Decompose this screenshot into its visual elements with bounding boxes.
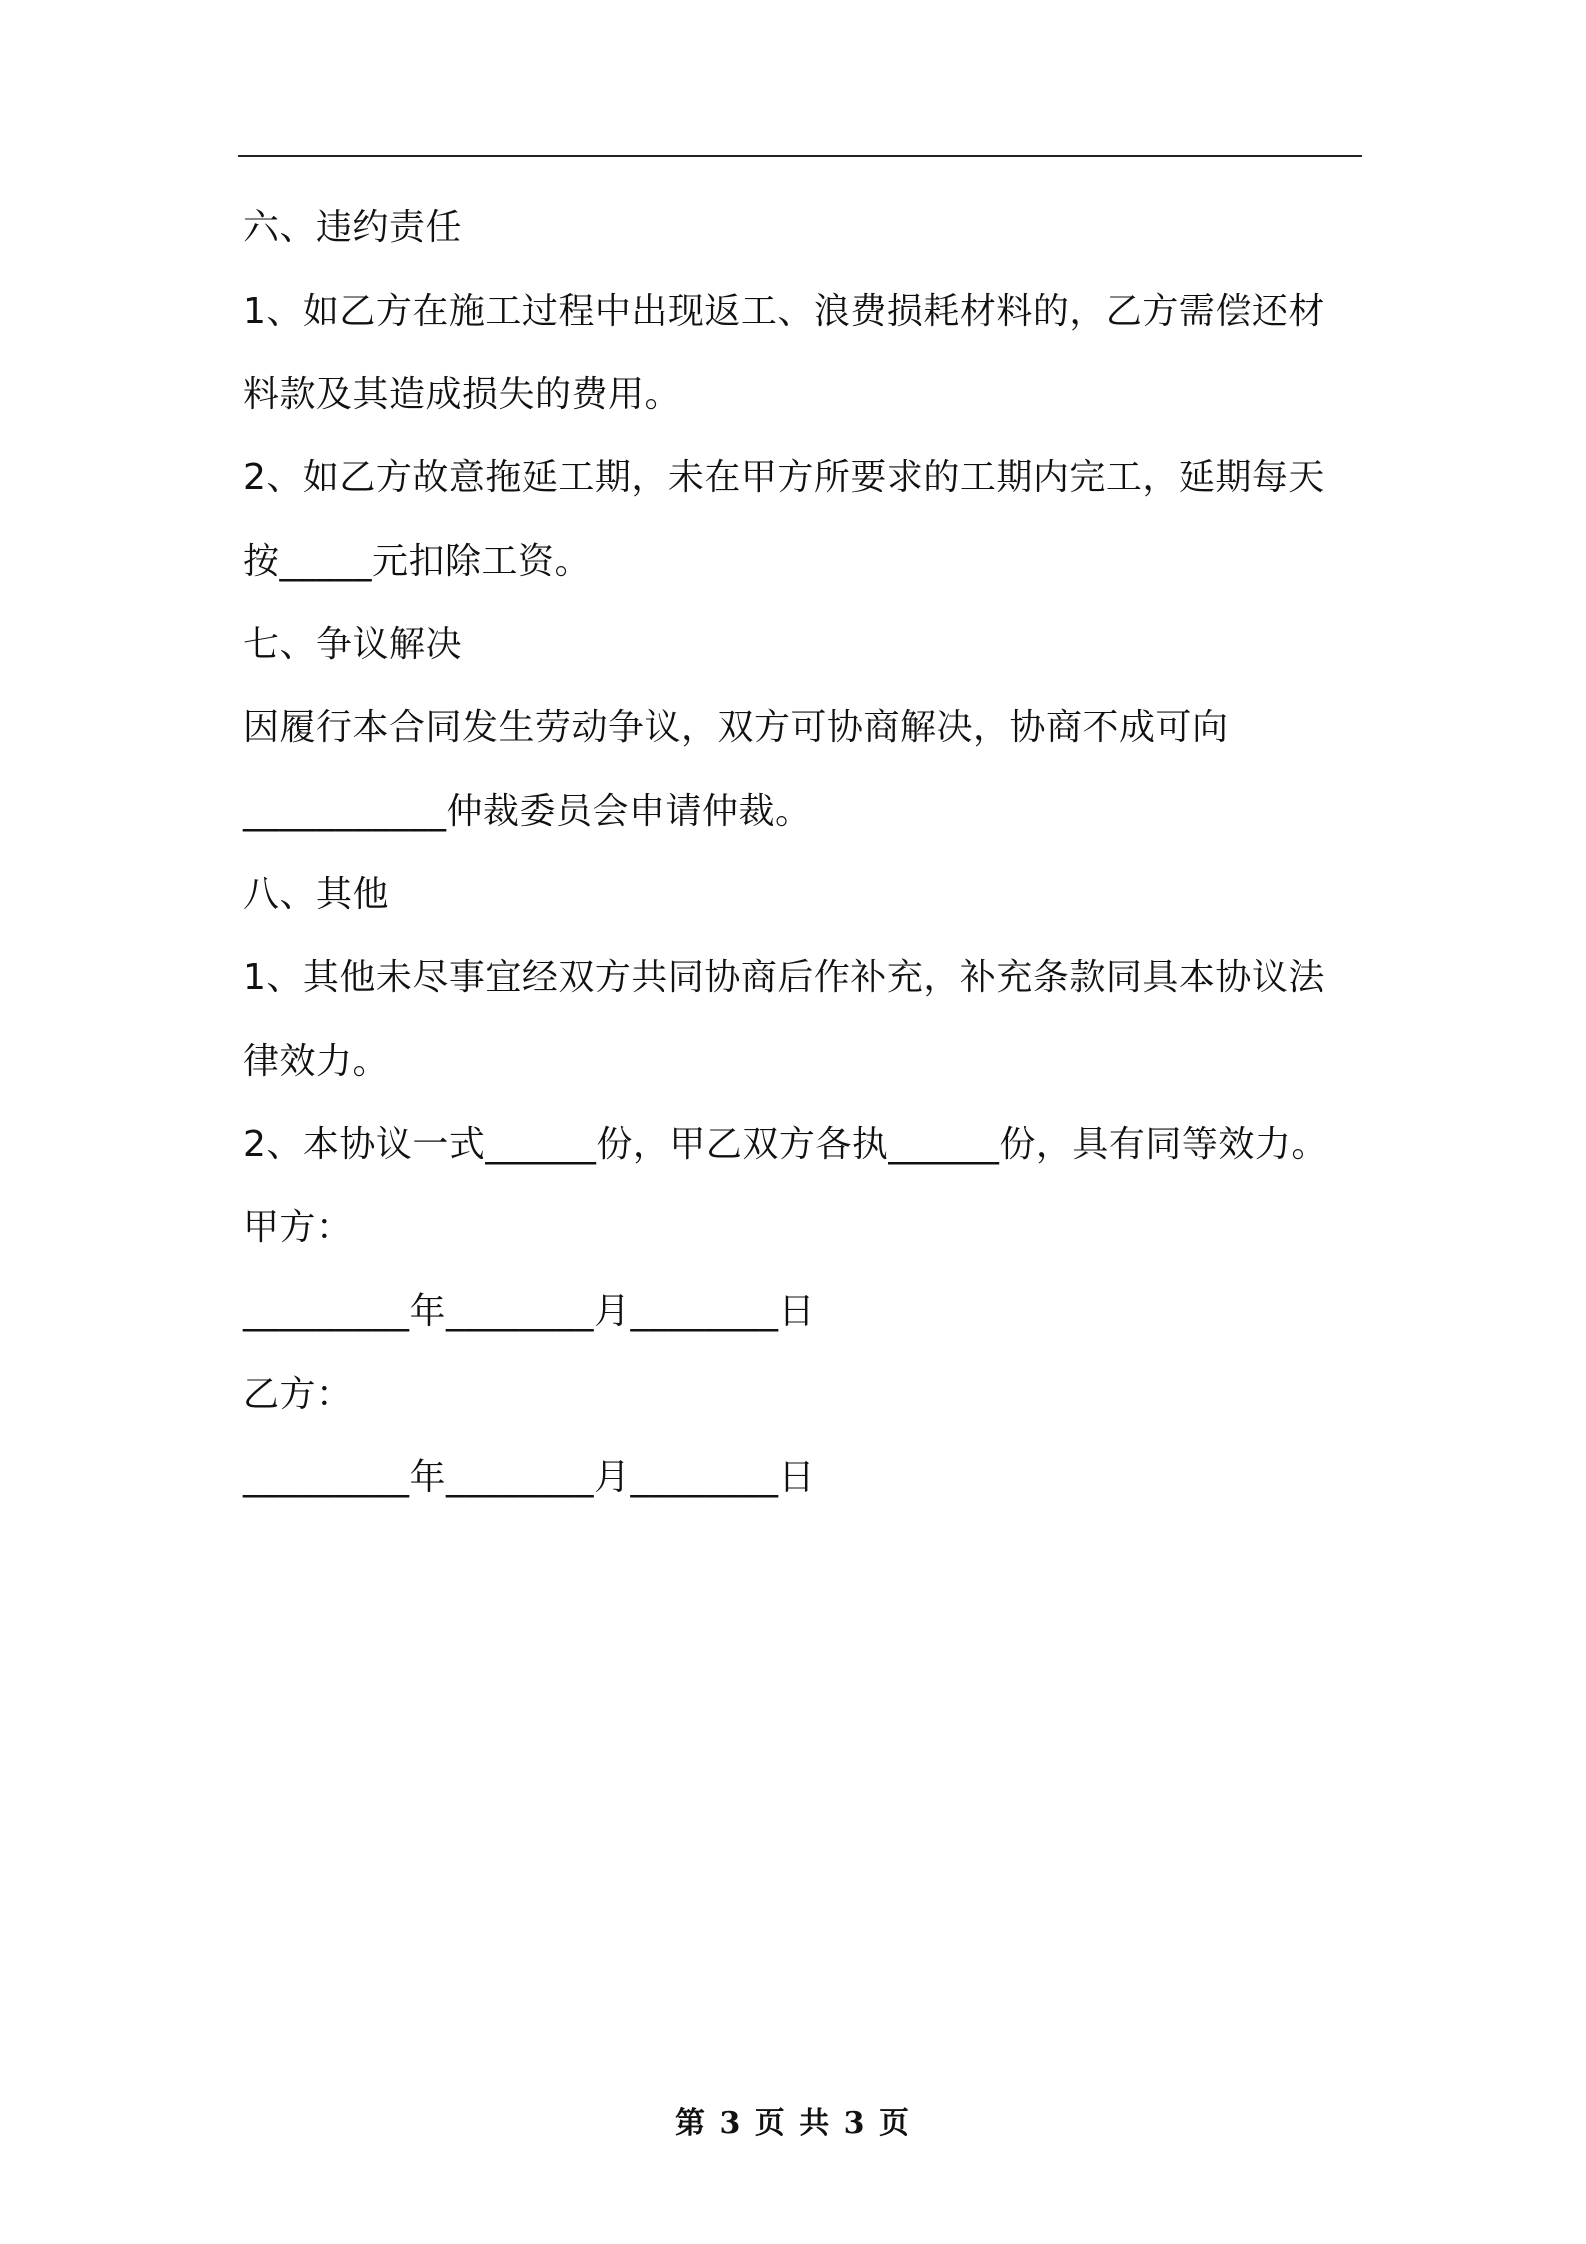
party-a-label: 甲方：	[243, 1207, 353, 1248]
breach-clause-2-line-1: 2、如乙方故意拖延工期，未在甲方所要求的工期内完工，延期每天	[243, 457, 1325, 498]
page-number-footer: 第 3 页 共 3 页	[675, 2106, 911, 2141]
breach-clause-1-line-1: 1、如乙方在施工过程中出现返工、浪费损耗材料的，乙方需偿还材	[243, 291, 1325, 332]
section-heading-other: 八、其他	[243, 874, 390, 915]
other-clause-2: 2、本协议一式______份，甲乙双方各执______份，具有同等效力。	[243, 1124, 1328, 1165]
party-b-label: 乙方：	[243, 1374, 353, 1415]
dispute-clause-line-2: ___________仲裁委员会申请仲裁。	[243, 791, 812, 832]
section-heading-breach-liability: 六、违约责任	[243, 207, 463, 248]
party-a-date-line: _________年________月________日	[243, 1291, 815, 1332]
section-heading-dispute-resolution: 七、争议解决	[243, 624, 463, 665]
party-b-date-line: _________年________月________日	[243, 1457, 815, 1498]
other-clause-1-line-2: 律效力。	[243, 1041, 390, 1082]
other-clause-1-line-1: 1、其他未尽事宜经双方共同协商后作补充，补充条款同具本协议法	[243, 957, 1325, 998]
breach-clause-2-line-2: 按_____元扣除工资。	[243, 541, 592, 582]
header-rule	[238, 155, 1362, 157]
breach-clause-1-line-2: 料款及其造成损失的费用。	[243, 374, 682, 415]
dispute-clause-line-1: 因履行本合同发生劳动争议，双方可协商解决，协商不成可向	[243, 707, 1229, 748]
